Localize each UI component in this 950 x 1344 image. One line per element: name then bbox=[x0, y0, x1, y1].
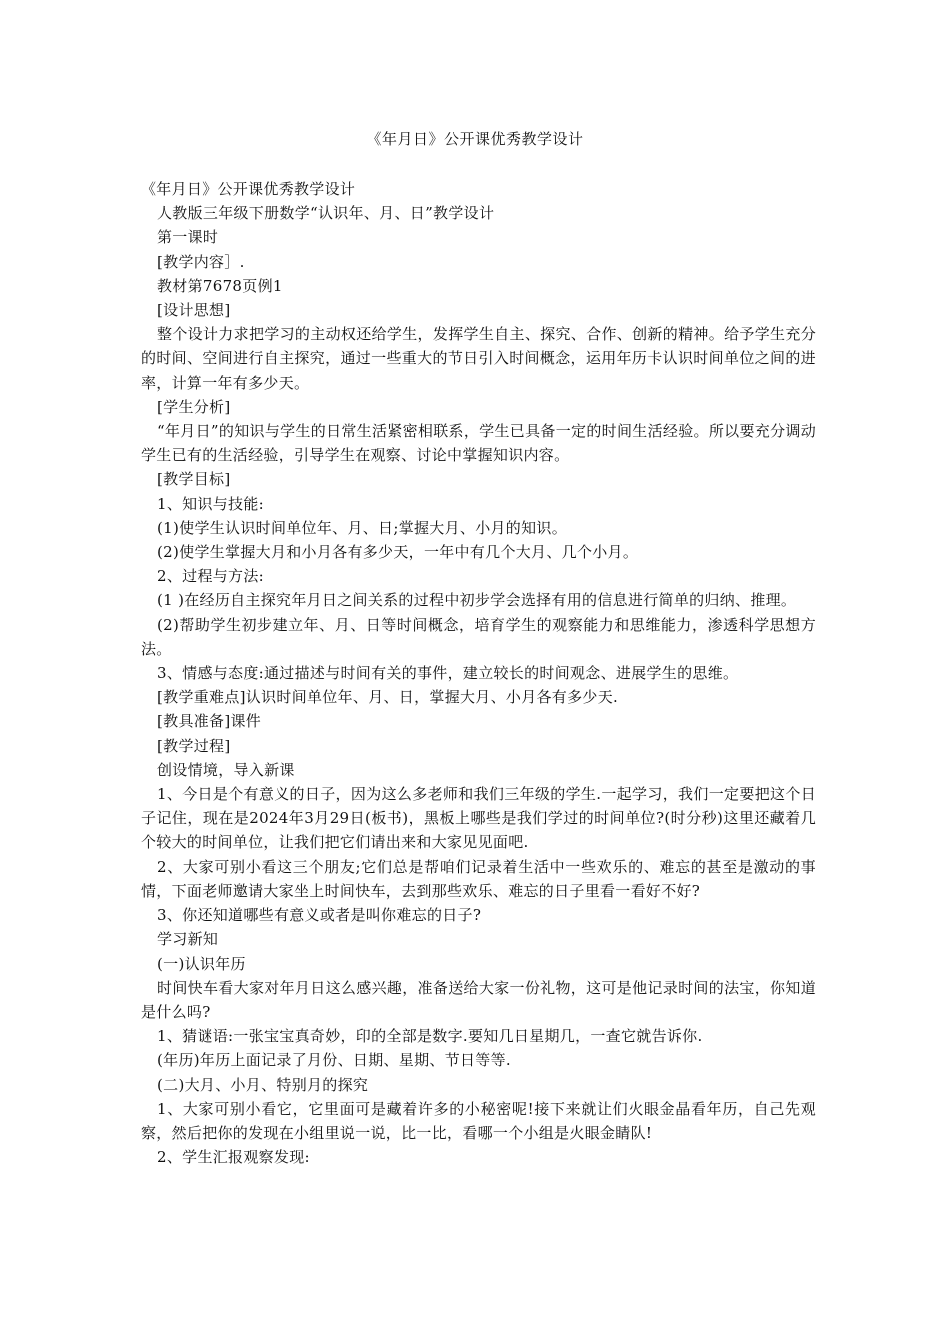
paragraph: 《年月日》公开课优秀教学设计 bbox=[141, 180, 356, 198]
paragraph: 教材第7678页例1 bbox=[157, 276, 283, 295]
paragraph: (年历)年历上面记录了月份、日期、星期、节日等等. bbox=[157, 1051, 511, 1070]
paragraph: “年月日”的知识与学生的日常生活紧密相联系，学生已具备一定的时间生活经验。所以要充分调动学生已有的生活经验，引导学生在观察、讨论中掌握知识内容。 bbox=[141, 422, 816, 465]
paragraph: 3、情感与态度:通过描述与时间有关的事件，建立较长的时间观念、进展学生的思维。 bbox=[157, 664, 739, 683]
paragraph: 创设情境，导入新课 bbox=[157, 760, 295, 779]
paragraph: [教学过程] bbox=[157, 736, 231, 755]
paragraph: 时间快车看大家对年月日这么感兴趣，准备送给大家一份礼物，这可是他记录时间的法宝，你知道是什么吗? bbox=[141, 978, 816, 1021]
paragraph: 1、大家可别小看它，它里面可是藏着许多的小秘密呢!接下来就让们火眼金晶看年历，自己先观察，然后把你的发现在小组里说一说，比一比，看哪一个小组是火眼金睛队! bbox=[141, 1099, 816, 1142]
paragraph: (一)认识年历 bbox=[157, 954, 246, 973]
paragraph: [教具准备]课件 bbox=[157, 712, 262, 731]
paragraph: [教学目标] bbox=[157, 470, 231, 489]
paragraph: [学生分析] bbox=[157, 397, 231, 416]
paragraph: 3、你还知道哪些有意义或者是叫你难忘的日子? bbox=[157, 906, 482, 925]
paragraph: 第一课时 bbox=[157, 228, 219, 247]
paragraph: (1 )在经历自主探究年月日之间关系的过程中初步学会选择有用的信息进行简单的归纳、推理。 bbox=[157, 591, 797, 610]
paragraph: 1、猜谜语:一张宝宝真奇妙，印的全部是数字.要知几日星期几，一查它就告诉你. bbox=[157, 1027, 703, 1046]
paragraph: (2)帮助学生初步建立年、月、日等时间概念，培育学生的观察能力和思维能力，渗透科学思想方法。 bbox=[141, 615, 816, 658]
paragraph: 人教版三年级下册数学“认识年、月、日”教学设计 bbox=[157, 204, 495, 223]
paragraph: [教学内容］. bbox=[157, 252, 245, 271]
document-title: 《年月日》公开课优秀教学设计 bbox=[366, 130, 584, 148]
paragraph: 2、过程与方法: bbox=[157, 567, 264, 586]
document-body bbox=[141, 177, 816, 1169]
paragraph: 2、学生汇报观察发现: bbox=[157, 1148, 310, 1167]
paragraph: 学习新知 bbox=[157, 930, 219, 949]
paragraph: (二)大月、小月、特别月的探究 bbox=[157, 1075, 369, 1094]
paragraph: 1、今日是个有意义的日子，因为这么多老师和我们三年级的学生.一起学习，我们一定要把这个日子记住，现在是2024年3月29日(板书)，黑板上哪些是我们学过的时间单位?(时分秒)这里还藏着几个较大的时间单位，让我们把它们请出来和大家见见面吧. bbox=[141, 785, 816, 852]
paragraph: 2、大家可别小看这三个朋友;它们总是帮咱们记录着生活中一些欢乐的、难忘的甚至是激动的事情，下面老师邀请大家坐上时间快车，去到那些欢乐、难忘的日子里看一看好不好? bbox=[141, 857, 816, 900]
paragraph: [设计思想] bbox=[157, 301, 231, 320]
paragraph: (2)使学生掌握大月和小月各有多少天，一年中有几个大月、几个小月。 bbox=[157, 543, 639, 562]
paragraph: [教学重难点]认识时间单位年、月、日，掌握大月、小月各有多少天. bbox=[157, 688, 619, 707]
paragraph: 整个设计力求把学习的主动权还给学生，发挥学生自主、探究、合作、创新的精神。给予学生充分的时间、空间进行自主探究，通过一些重大的节日引入时间概念，运用年历卡认识时间单位之间的进率，计算一年有多少天。 bbox=[141, 325, 816, 392]
paragraph: (1)使学生认识时间单位年、月、日;掌握大月、小月的知识。 bbox=[157, 518, 568, 537]
paragraph: 1、知识与技能: bbox=[157, 494, 264, 513]
